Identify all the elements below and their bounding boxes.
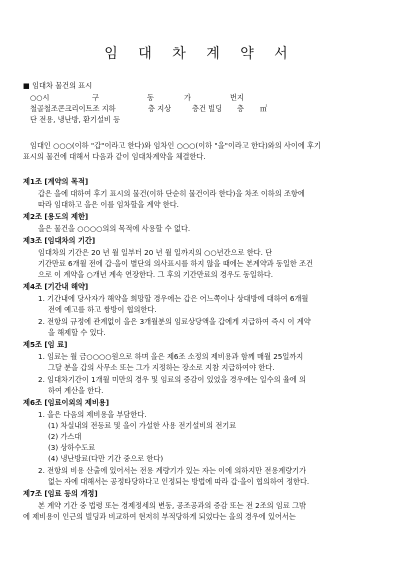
article-line: (3) 상하수도료 xyxy=(48,443,96,452)
article-line: 1. 을은 다음의 제비용을 부담한다. xyxy=(38,410,147,419)
address-gu: 구 xyxy=(92,93,99,102)
structure-area-unit: ㎡ xyxy=(260,104,268,113)
article-line: 본 계약 기간 중 법령 또는 경제정세의 변동, 공조공과의 증감 또는 전 2조의 임료 그밖 xyxy=(38,501,306,510)
article-line: 2. 전항의 규정에 관계없이 을은 3개월분의 임료상당액을 갑에게 지급하여 즉시 이 계약 xyxy=(38,317,311,326)
article-heading: 제5조 [임 료] xyxy=(23,340,68,349)
article-line: 갑은 을에 대하여 후기 표시의 물건(이하 단순히 물건이라 한다)을 차조 이하의 조항에 xyxy=(38,189,305,198)
article-heading: 제1조 [계약의 목적] xyxy=(23,177,89,186)
article-line: 전에 예고를 하고 쌍방이 협의한다. xyxy=(48,305,157,314)
article-line: 따라 임대하고 을은 이를 임차할을 계약 한다. xyxy=(38,200,179,209)
article-line: 하여 계산을 한다. xyxy=(48,386,104,395)
property-facilities: 단 전용, 냉난방, 환기설비 등 xyxy=(30,115,121,124)
article-line: (4) 냉난방료(다만 기간 중으로 한다) xyxy=(48,454,164,463)
address-row xyxy=(30,93,370,102)
structure-row xyxy=(30,104,370,113)
article-line: 기간만료 6개월 전에 갑·을이 별단의 의사표시를 하지 않을 때에는 본계약과 동일한 조건 xyxy=(38,259,314,268)
structure-building: 층건 빌딩 xyxy=(192,104,223,113)
property-heading: ■ 임대차 물건의 표시 xyxy=(23,81,93,90)
structure-floor: 층 xyxy=(237,104,244,113)
article-line: 1. 임료는 월 금○○○○원으로 하며 을은 제6조 소정의 제비용과 함께 매월 25일까지 xyxy=(38,352,304,361)
article-heading: 제2조 [용도의 제한] xyxy=(23,212,89,221)
intro-line: 임대인 ○○○(이하 "갑"이라고 한다)와 임차인 ○○○(이하 "을"이라고 한다)와의 사이에 후기 xyxy=(30,141,321,150)
article-line: 임대차의 기간은 20 년 월 일부터 20 년 월 일까지의 ○○년간으로 한다. 단 xyxy=(38,248,273,257)
address-bunji: 번지 xyxy=(230,93,244,102)
address-dong: 동 xyxy=(147,93,154,102)
article-line: 에 제비용이 인근의 빌딩과 비교하여 현저히 부적당하게 되었다는 을의 경우에 있어서는 xyxy=(23,512,296,521)
structure-type: 철골철조콘크리이트조 지하 xyxy=(30,104,116,113)
article-line: (2) 가스대 xyxy=(48,432,82,441)
address-city: ○○시 xyxy=(30,93,50,102)
article-line: 2. 임대차기간이 1개월 미만의 경우 및 임료의 증감이 있었을 경우에는 일수의 율에 의 xyxy=(38,375,306,384)
structure-floors: 층 지상 xyxy=(148,104,172,113)
article-line: 을은 물건을 ○○○○의의 목적에 사용할 수 없다. xyxy=(38,224,191,233)
article-line: 없는 자에 대해서는 공정타당하다고 인정되는 방법에 따라 갑·을이 협의하여 정한다. xyxy=(48,477,310,486)
article-line: 1. 기간내에 당사자가 해약을 희망할 경우에는 갑은 어느쪽이나 상대방에 대하여 6개월 xyxy=(38,294,309,303)
article-line: (1) 차실내의 전등료 및 을이 가설한 사용 전기설비의 전기료 xyxy=(48,421,237,430)
article-line: 그달 분을 갑의 사무소 또는 그가 지정하는 장소로 지참 지급하여야 한다. xyxy=(48,363,275,372)
article-line: 을 해제할 수 있다. xyxy=(48,328,106,337)
article-line: 2. 전항의 비용 산출에 있어서는 전용 계량기가 있는 자는 이에 의하지만 전용계량기가 xyxy=(38,466,307,475)
address-ga: 가 xyxy=(184,93,191,102)
page-title: 임 대 차 계 약 서 xyxy=(104,46,296,62)
article-line: 으로 이 계약을 ○개년 계속 연장한다. 그 후의 기간만료의 경우도 동일하다. xyxy=(38,270,274,279)
article-heading: 제6조 [임료이외의 제비용] xyxy=(23,398,110,407)
intro-line: 표시의 물건에 대해서 다음과 같이 임대차계약을 체결한다. xyxy=(23,152,206,161)
article-heading: 제7조 [임료 등의 개정] xyxy=(23,489,98,498)
article-heading: 제3조 [임대차의 기간] xyxy=(23,236,96,245)
article-heading: 제4조 [기간내 해약] xyxy=(23,282,89,291)
